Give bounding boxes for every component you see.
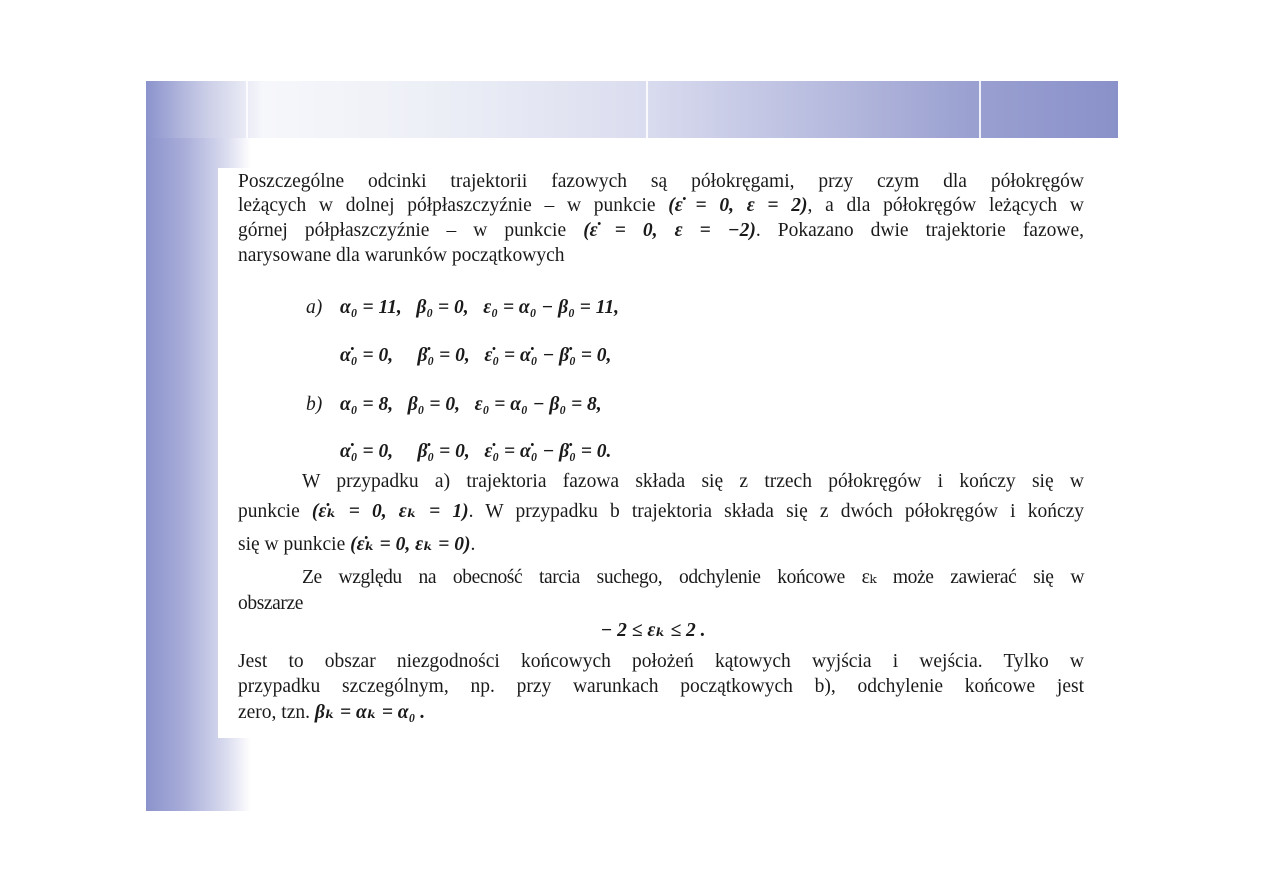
- text-line: przypadku szczególnym, np. przy warunkach początkowych b), odchylenie końcowe jest: [238, 676, 1084, 697]
- text-span: . W przypadku b trajektoria składa się z dwóch półokręgów i kończy: [468, 501, 1085, 522]
- text-line: Ze względu na obecność tarcia suchego, odchylenie końcowe εₖ może zawierać się w: [302, 567, 1084, 588]
- equation-b-line2: α̇₀ = 0, β̇₀ = 0, ε̇₀ = α̇₀ − β̇₀ = 0.: [340, 441, 612, 462]
- text-line: [238, 194, 1084, 219]
- text-line: narysowane dla warunków początkowych: [238, 245, 565, 266]
- equation-a-line1: α₀ = 11, β₀ = 0, ε₀ = α₀ − β₀ = 11,: [340, 297, 620, 318]
- math-expression: (ε̇ = 0, ε = −2): [583, 220, 756, 241]
- text-span: zero, tzn.: [238, 702, 315, 723]
- bar-separator: [246, 81, 248, 138]
- top-gradient-bar: [146, 81, 1118, 138]
- math-expression: (ε̇ₖ = 0, εₖ = 0): [350, 534, 471, 555]
- math-expression: (ε̇ = 0, ε = 2): [668, 195, 808, 216]
- text-span: . Pokazano dwie trajektorie fazowe,: [755, 220, 1084, 241]
- text-line: [238, 533, 1084, 558]
- text-line: Poszczególne odcinki trajektorii fazowych są półokręgami, przy czym dla półokręgów: [238, 171, 1084, 192]
- text-span: się w punkcie: [238, 534, 351, 555]
- slide-content: [218, 168, 1088, 738]
- bar-separator: [979, 81, 981, 138]
- inequality: − 2 ≤ εₖ ≤ 2 .: [600, 620, 706, 641]
- text-span: punkcie: [238, 501, 312, 522]
- condition-label-b: b): [306, 394, 323, 415]
- text-span: górnej półpłaszczyźnie – w punkcie: [238, 220, 584, 241]
- text-line: Jest to obszar niezgodności końcowych położeń kątowych wyjścia i wejścia. Tylko w: [238, 651, 1084, 672]
- text-line: [238, 219, 1084, 244]
- text-line: [238, 701, 1084, 726]
- bar-separator: [646, 81, 648, 138]
- text-line: obszarze: [238, 593, 304, 614]
- condition-label-a: a): [306, 297, 323, 318]
- equation-b-line1: α₀ = 8, β₀ = 0, ε₀ = α₀ − β₀ = 8,: [340, 394, 602, 415]
- text-line: [238, 500, 1084, 525]
- text-span: leżących w dolnej półpłaszczyźnie – w punkcie: [238, 195, 669, 216]
- text-span: .: [470, 534, 476, 555]
- text-line: W przypadku a) trajektoria fazowa składa się z trzech półokręgów i kończy się w: [302, 471, 1084, 492]
- text-span: , a dla półokręgów leżących w: [807, 195, 1084, 216]
- math-expression: (ε̇ₖ = 0, εₖ = 1): [311, 501, 469, 522]
- equation-a-line2: α̇₀ = 0, β̇₀ = 0, ε̇₀ = α̇₀ − β̇₀ = 0,: [340, 345, 612, 366]
- math-expression: βₖ = αₖ = α₀ .: [314, 702, 426, 723]
